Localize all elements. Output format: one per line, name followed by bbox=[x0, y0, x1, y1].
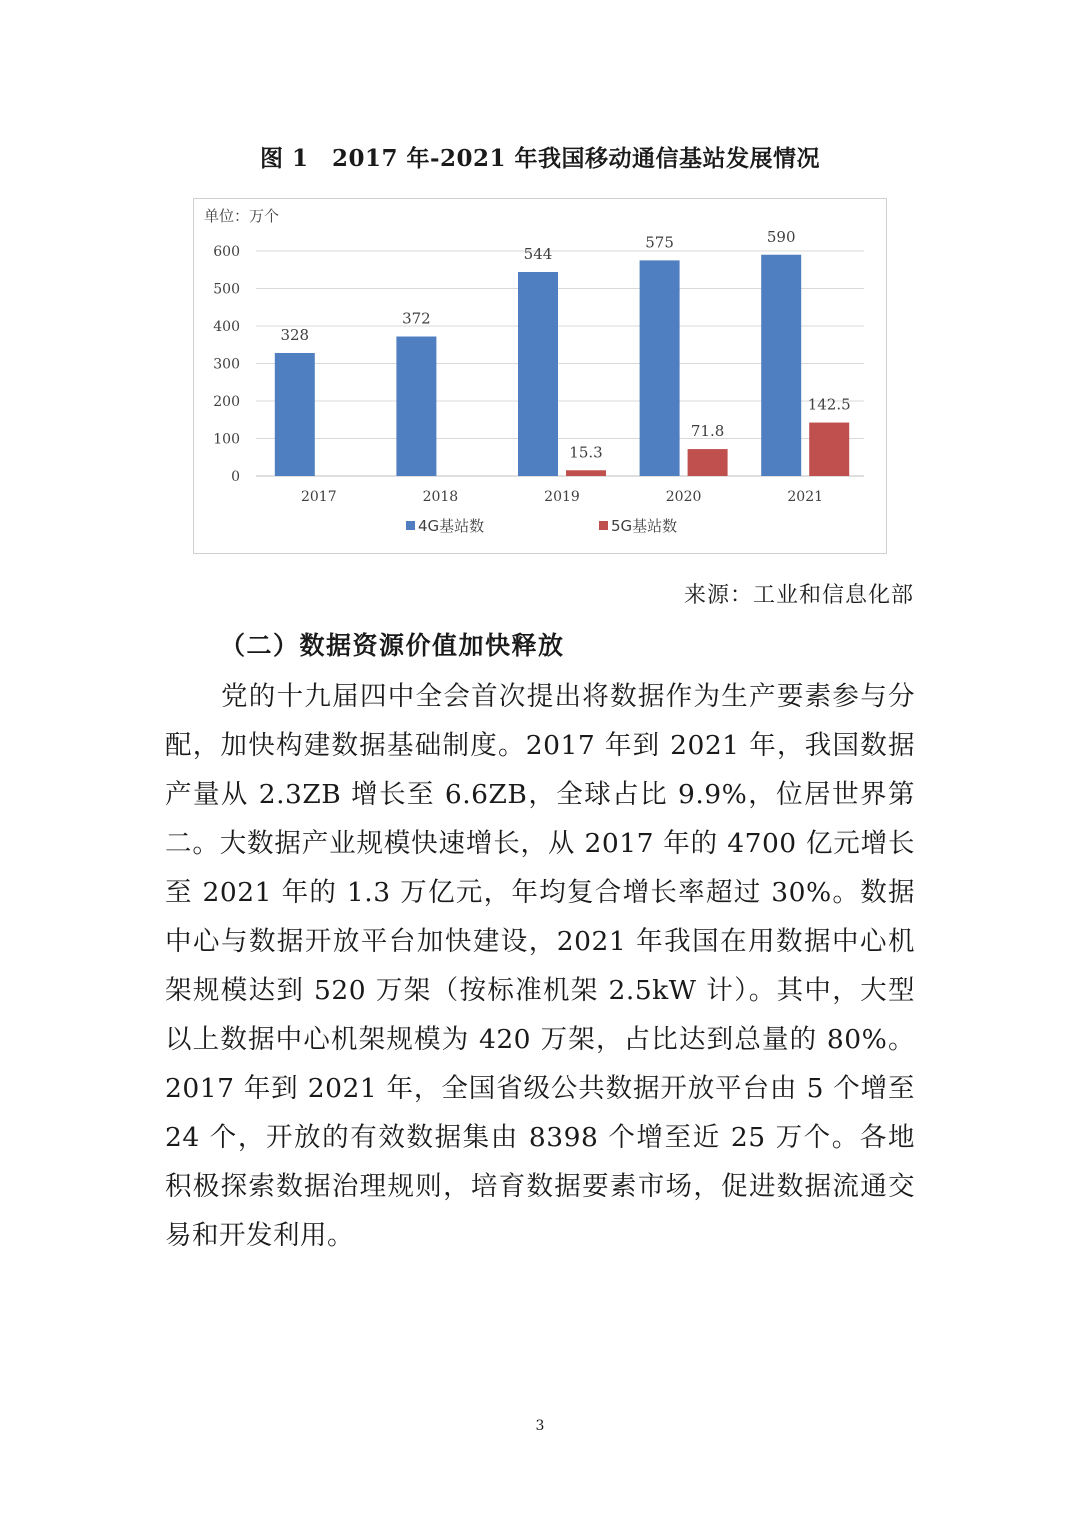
chart-svg bbox=[194, 199, 886, 553]
figure-title: 图 1 2017 年-2021 年我国移动通信基站发展情况 bbox=[259, 145, 821, 172]
x-tick-label: 2017 bbox=[300, 489, 337, 505]
page-number: 3 bbox=[535, 1418, 545, 1434]
bar-chart bbox=[193, 198, 887, 554]
y-tick-label: 300 bbox=[213, 356, 240, 373]
y-tick-label: 100 bbox=[213, 431, 240, 448]
y-tick-label: 500 bbox=[213, 281, 240, 298]
bar-4g bbox=[275, 353, 315, 476]
bar-5g bbox=[688, 449, 728, 476]
y-tick-label: 400 bbox=[213, 319, 240, 335]
bar-4g bbox=[640, 260, 680, 476]
legend-label-5g: 5G基站数 bbox=[611, 517, 678, 535]
legend-swatch-4g bbox=[406, 521, 415, 530]
data-label: 590 bbox=[766, 227, 796, 246]
bar-5g bbox=[566, 470, 606, 476]
bar-4g bbox=[518, 272, 558, 476]
y-tick-label: 200 bbox=[213, 394, 240, 410]
body-paragraph: 党的十九届四中全会首次提出将数据作为生产要素参与分配，加快构建数据基础制度。2017 年到 2021 年，我国数据产量从 2.3ZB 增长至 6.6ZB，全球占比 9.9%，位居世界第二。大数据产业规模快速增长，从 2017 年的 4700 亿元增长至 2021 年的 1.3 万亿元，年均复合增长率超过 30%。数据中心与数据开放平台加快建设，2021 年我国在用数据中心机架规模达到 520 万架（按标准机架 2.5kW 计）。其中，大型以上数据中心机架规模为 420 万架，占比达到总量的 80%。2017 年到 2021 年，全国省级公共数据开放平台由 5 个增至 24 个，开放的有效数据集由 8398 个增至近 25 万个。各地积极探索数据治理规则，培育数据要素市场，促进数据流通交易和开发利用。 bbox=[165, 681, 915, 1251]
x-tick-label: 2019 bbox=[544, 489, 580, 505]
data-label: 328 bbox=[280, 326, 310, 344]
data-label: 372 bbox=[402, 309, 431, 328]
x-tick-label: 2018 bbox=[422, 489, 459, 505]
legend-swatch-5g bbox=[599, 521, 608, 530]
y-tick-label: 600 bbox=[213, 244, 240, 260]
data-label: 142.5 bbox=[807, 395, 851, 414]
figure-source: 来源：工业和信息化部 bbox=[683, 583, 914, 608]
bar-5g bbox=[809, 423, 849, 476]
y-tick-label: 0 bbox=[231, 469, 240, 485]
data-label: 71.8 bbox=[690, 422, 725, 441]
legend-label-4g: 4G基站数 bbox=[418, 517, 485, 535]
section-heading: （二）数据资源价值加快释放 bbox=[220, 631, 565, 660]
data-label: 575 bbox=[645, 233, 674, 252]
bar-4g bbox=[761, 255, 801, 476]
data-label: 15.3 bbox=[569, 443, 603, 462]
data-label: 544 bbox=[523, 245, 553, 263]
x-tick-label: 2021 bbox=[787, 489, 824, 505]
x-tick-label: 2020 bbox=[665, 489, 702, 505]
y-axis-unit-label: 单位：万个 bbox=[204, 207, 280, 225]
bar-4g bbox=[396, 337, 436, 477]
